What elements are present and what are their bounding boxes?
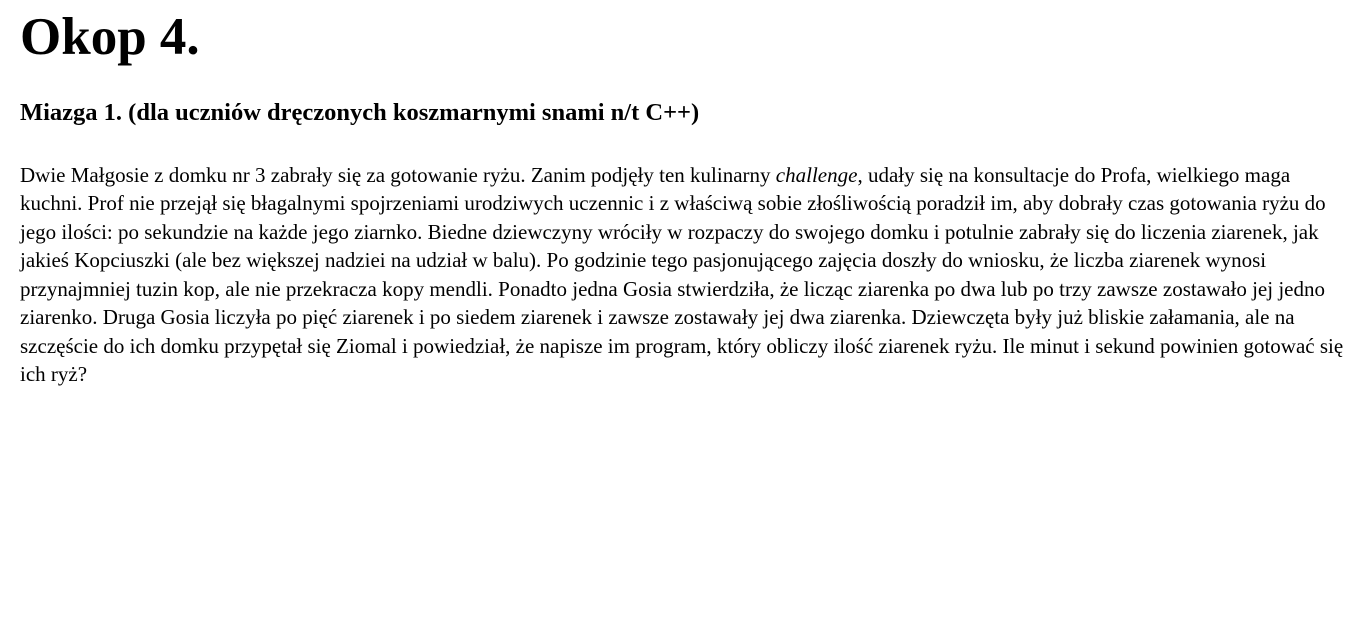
document-page bbox=[0, 6, 1371, 389]
task-text-part-2: , udały się na konsultacje do Profa, wielkiego maga kuchni. Prof nie przejął się błagalnymi spojrzeniami urodziwych uczennic i z właściwą sobie złośliwością poradził im, aby dobrały czas gotowania ryżu do jego ilości: po sekundzie na każde jego ziarnko. Biedne dziewczyny wróciły w rozpaczy do swojego domku i potulnie zabrały się do liczenia ziarenek, jak jakieś Kopciuszki (ale bez większej nadziei na udział w balu). Po godzinie tego pasjonującego zajęcia doszły do wniosku, że liczba ziarenek wynosi przynajmniej tuzin kop, ale nie przekracza kopy mendli. Ponadto jedna Gosia stwierdziła, że licząc ziarenka po dwa lub po trzy zawsze zostawało jej jedno ziarenko. Druga Gosia liczyła po pięć ziarenek i po siedem ziarenek i zawsze zostawały jej dwa ziarenka. Dziewczęta były już bliskie załamania, ale na szczęście do ich domku przypętał się Ziomal i powiedział, że napisze im program, który obliczy ilość ziarenek ryżu. Ile minut i sekund powinien gotować się ich ryż? bbox=[20, 162, 1344, 387]
task-text-part-1: Dwie Małgosie z domku nr 3 zabrały się za gotowanie ryżu. Zanim podjęły ten kulinarny bbox=[20, 162, 776, 187]
section-heading: Miazga 1. (dla uczniów dręczonych koszmarnymi snami n/t C++) bbox=[20, 98, 700, 126]
task-description bbox=[20, 161, 1350, 389]
task-text-emphasis: challenge bbox=[775, 162, 858, 187]
page-title: Okop 4. bbox=[20, 8, 200, 66]
